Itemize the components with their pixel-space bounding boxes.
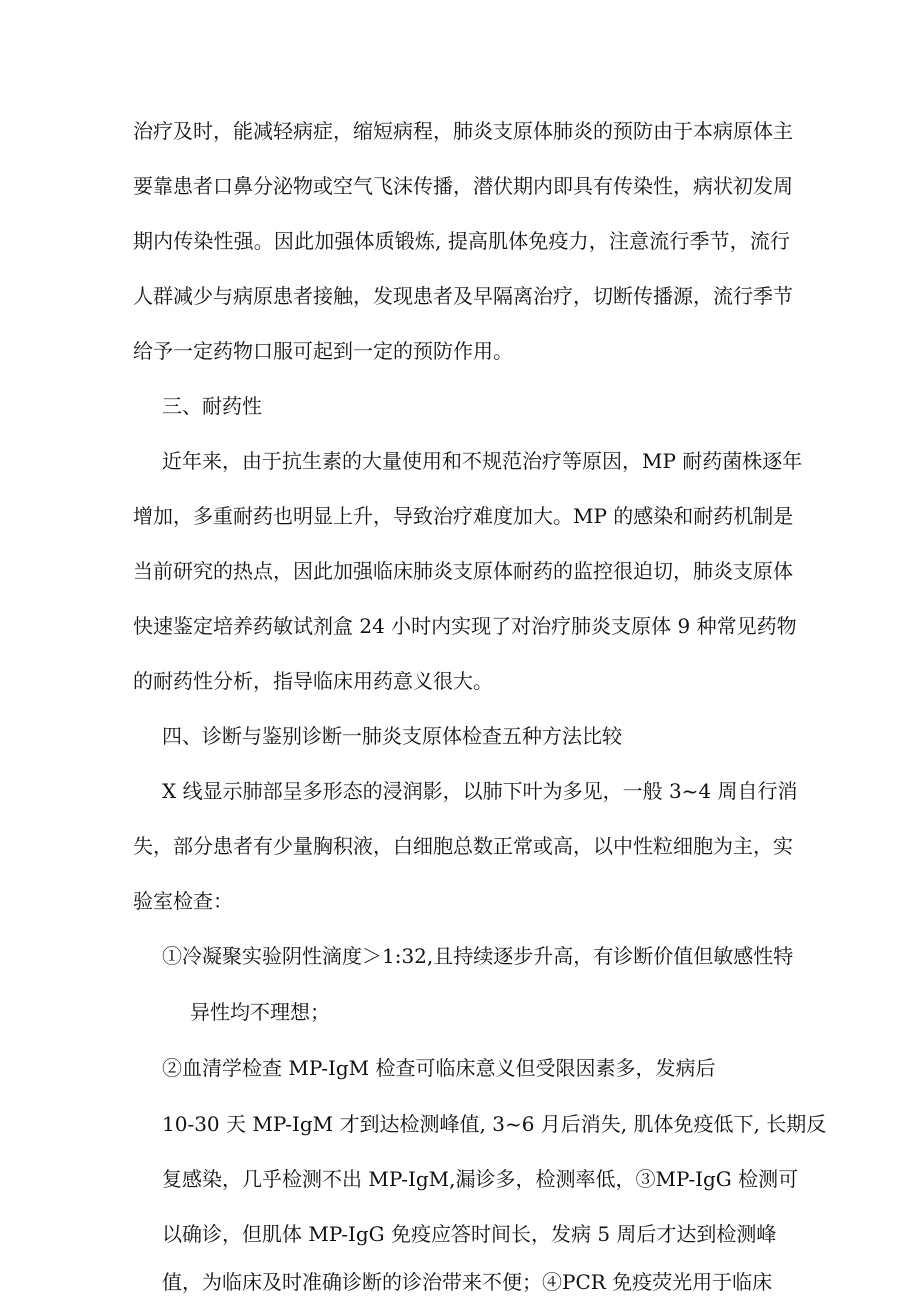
list-item-2-line-4: 以确诊，但肌体 MP-IgG 免疫应答时间长，发病 5 周后才达到检测峰 — [162, 1222, 777, 1246]
para2-line-2: 增加，多重耐药也明显上升，导致治疗难度加大。MP 的感染和耐药机制是 — [133, 504, 794, 528]
para1-line-1: 治疗及时，能减轻病症，缩短病程，肺炎支原体肺炎的预防由于本病原体主 — [133, 119, 793, 143]
para2-line-4: 快速鉴定培养药敏试剂盒 24 小时内实现了对治疗肺炎支原体 9 种常见药物 — [133, 614, 797, 638]
para1-line-3: 期内传染性强。因此加强体质锻炼, 提高肌体免疫力，注意流行季节，流行 — [133, 229, 790, 253]
para3-line-1: X 线显示肺部呈多形态的浸润影，以肺下叶为多见，一般 3~4 周自行消 — [162, 779, 798, 803]
list-item-2-line-1: ②血清学检查 MP-IgM 检查可临床意义但受限因素多，发病后 — [162, 1056, 716, 1080]
para2-line-5: 的耐药性分析，指导临床用药意义很大。 — [133, 669, 493, 693]
para3-line-3: 验室检查： — [133, 889, 233, 913]
list-item-1-line-1: ①冷凝聚实验阴性滴度＞1:32,且持续逐步升高，有诊断价值但敏感性特 — [162, 944, 794, 968]
para1-line-2: 要靠患者口鼻分泌物或空气飞沫传播，潜伏期内即具有传染性，病状初发周 — [133, 174, 793, 198]
para2-line-3: 当前研究的热点，因此加强临床肺炎支原体耐药的监控很迫切，肺炎支原体 — [133, 559, 793, 583]
para1-line-5: 给予一定药物口服可起到一定的预防作用。 — [133, 339, 513, 363]
section-heading-3: 三、耐药性 — [162, 394, 262, 418]
list-item-1-line-2: 异性均不理想； — [190, 1000, 330, 1024]
list-item-2-line-2: 10-30 天 MP-IgM 才到达检测峰值, 3~6 月后消失, 肌体免疫低下, 长期反 — [162, 1112, 827, 1136]
list-item-2-line-5: 值，为临床及时准确诊断的诊治带来不便；④PCR 免疫荧光用于临床 — [162, 1270, 773, 1294]
para3-line-2: 失，部分患者有少量胸积液，白细胞总数正常或高，以中性粒细胞为主，实 — [133, 834, 793, 858]
section-heading-4: 四、诊断与鉴别诊断一肺炎支原体检查五种方法比较 — [162, 724, 622, 748]
list-item-2-line-3: 复感染，几乎检测不出 MP-IgM,漏诊多，检测率低，③MP-IgG 检测可 — [162, 1167, 799, 1191]
para2-line-1: 近年来，由于抗生素的大量使用和不规范治疗等原因，MP 耐药菌株逐年 — [162, 449, 803, 473]
para1-line-4: 人群减少与病原患者接触，发现患者及早隔离治疗，切断传播源，流行季节 — [133, 284, 793, 308]
